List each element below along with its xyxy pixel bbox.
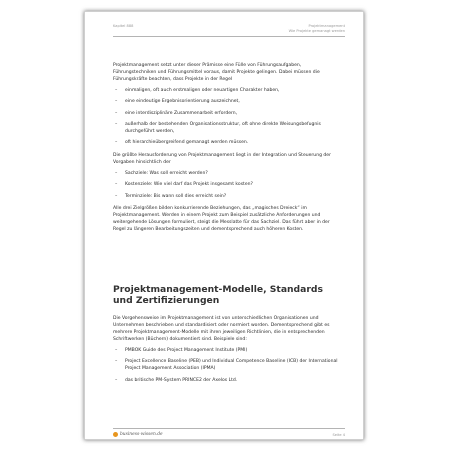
- list-item: – PMBOK Guide des Project Management Institute (PMI): [113, 348, 341, 355]
- section2-heading: Projektmanagement-Modelle, Standards und Zertifizierungen: [113, 284, 323, 307]
- list-item: – einmaligen, oft auch erstmaligen oder neuartigen Charakter haben,: [113, 88, 341, 95]
- section1-body: [113, 63, 341, 234]
- brand-name: business-wissen.de: [120, 432, 163, 437]
- footer-divider: [113, 428, 345, 429]
- section2-body: [113, 316, 341, 384]
- models-list: [113, 348, 341, 384]
- list-item: – außerhalb der bestehenden Organisationsstruktur, oft ohne direkte Weisungsbefugnis durchgeführt werden,: [113, 122, 341, 136]
- header-title-line1: Projektmanagement: [308, 24, 345, 28]
- header-title: [289, 24, 345, 34]
- header-chapter: Kapitel 888: [113, 24, 134, 28]
- header-title-line2: Wie Projekte gemanagt werden: [288, 29, 345, 33]
- list-item: – Project Excellence Baseline (PEB) und Individual Competence Baseline (ICB) der International Project Management Association (IPMA): [113, 359, 341, 373]
- list-item: – eine eindeutige Ergebnisorientierung auszeichnet,: [113, 99, 341, 106]
- challenge-paragraph: Die größte Herausforderung von Projektmanagement liegt in der Integration und Steuerung der Vorgaben hinsichtlich der: [113, 152, 331, 165]
- list-item: – oft hierarchieübergreifend gemanagt werden müssen.: [113, 140, 341, 147]
- header-divider: [113, 36, 345, 37]
- list-item: – das britische PM-System PRINCE2 der Axelos Ltd.: [113, 378, 341, 385]
- page-number: Seite 4: [332, 433, 345, 437]
- triangle-paragraph: Alle drei Zielgrößen bilden konkurrierende Beziehungen, das „magisches Dreieck“ im Projektmanagement. Werden in einem Projekt zum Beispiel zusätzliche Anforderungen und weitergehende Lösungen formuliert, steigt die Messlatte für das Sachziel. Das führt aber in der Regel zu längeren Bearbeitungszeiten und dementsprechend auch höheren Kosten.: [113, 206, 330, 232]
- list-item: – Kostenziele: Wie viel darf das Projekt insgesamt kosten?: [113, 182, 341, 189]
- list-item: – Terminziele: Bis wann soll dies erreicht sein?: [113, 194, 341, 201]
- list-item: – eine interdisziplinäre Zusammenarbeit erfordern,: [113, 111, 341, 118]
- brand-dot-icon: [113, 432, 118, 437]
- goals-list: [113, 171, 341, 201]
- document-page: [84, 11, 364, 440]
- project-traits-list: [113, 88, 341, 147]
- footer-logo: [113, 432, 163, 437]
- models-paragraph: Die Vorgehensweise im Projektmanagement ist von unterschiedlichen Organisationen und Unternehmen beschrieben und standardisiert oder normiert worden. Dementsprechend gibt es mehrere Projektmanagement-Modelle mit ihren jeweiligen Richtlinien, die in entsprechenden Schriftwerken (Büchern) dokumentiert sind. Beispiele sind:: [113, 316, 330, 342]
- list-item: – Sachziele: Was soll erreicht werden?: [113, 171, 341, 178]
- intro-paragraph: Projektmanagement setzt unter dieser Prämisse eine Fülle von Führungsaufgaben, Führungstechniken und Führungsmittel voraus, damit Projekte gelingen. Dabei müssen die Führungskräfte beachten, dass Projekte in der Regel: [113, 63, 320, 82]
